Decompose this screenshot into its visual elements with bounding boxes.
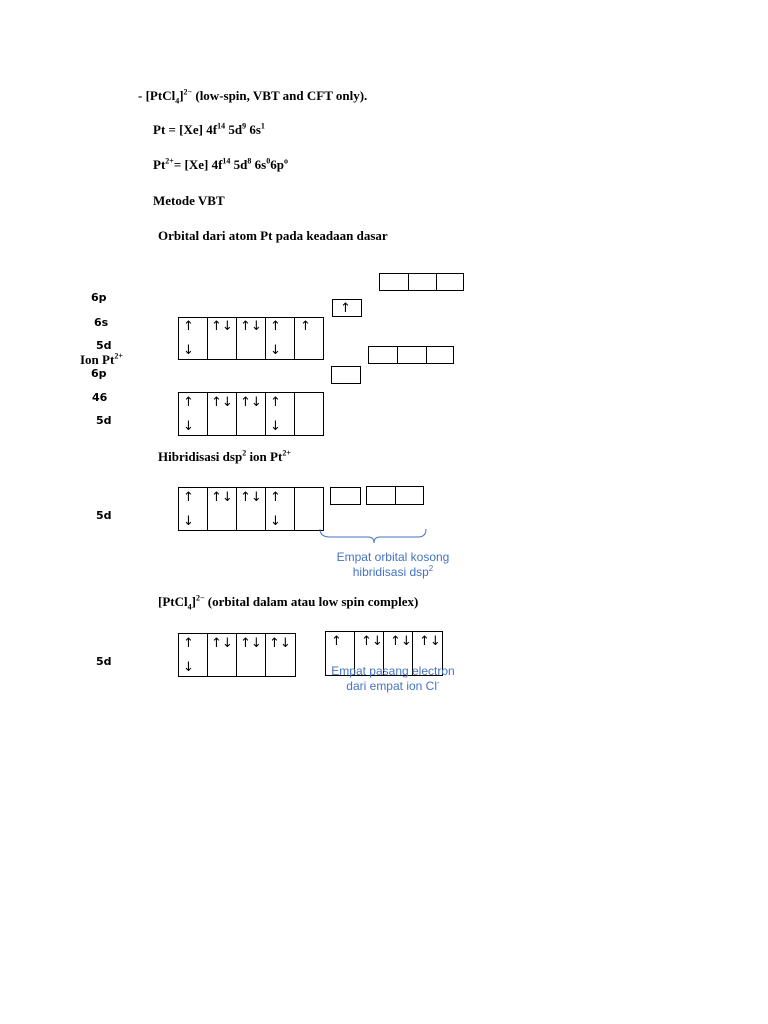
electron-pair: ↑↓ xyxy=(240,395,262,410)
label-6s-ground: 6s xyxy=(94,316,109,329)
note-electron-pairs: Empat pasang electron dari empat ion Cl- xyxy=(331,664,455,693)
electron-up: ↑ xyxy=(183,490,194,505)
orbital-hybrid-empty-p xyxy=(366,486,424,505)
hybrid-title: Hibridisasi dsp$^2$ ion $Pt^{2+}$ xyxy=(158,448,291,464)
note-empty-orbitals: Empat orbital kosong hibridisasi dsp$^2$ xyxy=(336,550,450,579)
label-5d-complex: 5d xyxy=(96,655,112,668)
electron-down: ↓ xyxy=(183,660,194,675)
label-6s-ion: 46 xyxy=(92,391,108,404)
electron-up: ↑ xyxy=(183,319,194,334)
pt-configuration: Pt = [Xe] $4f^{14}$ $5d^9$ $6s^1$ xyxy=(153,121,265,137)
electron-pair: ↑↓ xyxy=(211,636,233,651)
electron-up: ↑ xyxy=(270,319,281,334)
method-title: Metode VBT xyxy=(153,193,225,208)
electron-up: ↑ xyxy=(183,636,194,651)
electron-up: ↑ xyxy=(331,634,342,649)
orbital-hybrid-empty-s xyxy=(330,487,361,505)
brace-icon xyxy=(318,527,430,545)
electron-up: ↑ xyxy=(270,490,281,505)
label-6p-ground: 6p xyxy=(91,291,107,304)
label-ion-pt2: Ion $Pt^{2+}$ xyxy=(80,351,123,367)
orbital-6s-ground: ↑ xyxy=(332,299,362,317)
orbital-title: Orbital dari atom Pt pada keadaan dasar xyxy=(158,228,388,243)
label-5d-ion: 5d xyxy=(96,414,112,427)
electron-pair: ↑↓ xyxy=(240,490,262,505)
complex-title: [PtCl$_4$]$^{2-}$ (orbital dalam atau low spin complex) xyxy=(158,593,419,612)
electron-down: ↓ xyxy=(183,419,194,434)
electron-pair: ↑↓ xyxy=(211,319,233,334)
electron-up: ↑ xyxy=(300,319,311,334)
electron-down: ↓ xyxy=(183,514,194,529)
section-heading: - [PtCl$_4$]$^{2-}$ (low-spin, VBT and CFT only). xyxy=(138,87,368,106)
electron-up: ↑ xyxy=(183,395,194,410)
electron-down: ↓ xyxy=(270,419,281,434)
label-6p-ion: 6p xyxy=(91,367,107,380)
orbital-6p-ion xyxy=(368,346,454,364)
electron-pair: ↑↓ xyxy=(390,634,412,649)
electron-pair: ↑↓ xyxy=(240,636,262,651)
electron-pair: ↑↓ xyxy=(211,490,233,505)
orbital-6p-ground xyxy=(379,273,464,291)
electron-down: ↓ xyxy=(270,514,281,529)
electron-pair: ↑↓ xyxy=(419,634,441,649)
electron-down: ↓ xyxy=(270,343,281,358)
label-5d-hybrid: 5d xyxy=(96,509,112,522)
label-5d-ground: 5d xyxy=(96,339,112,352)
electron-pair: ↑↓ xyxy=(269,636,291,651)
pt2-configuration: $Pt^{2+}= [Xe]$ $4f^{14}$ $5d^8$ $6s^06p^o$ xyxy=(153,156,288,172)
electron-pair: ↑↓ xyxy=(240,319,262,334)
electron-pair: ↑↓ xyxy=(361,634,383,649)
electron-down: ↓ xyxy=(183,343,194,358)
electron-pair: ↑↓ xyxy=(211,395,233,410)
orbital-6s-ion xyxy=(331,366,361,384)
electron-up: ↑ xyxy=(270,395,281,410)
